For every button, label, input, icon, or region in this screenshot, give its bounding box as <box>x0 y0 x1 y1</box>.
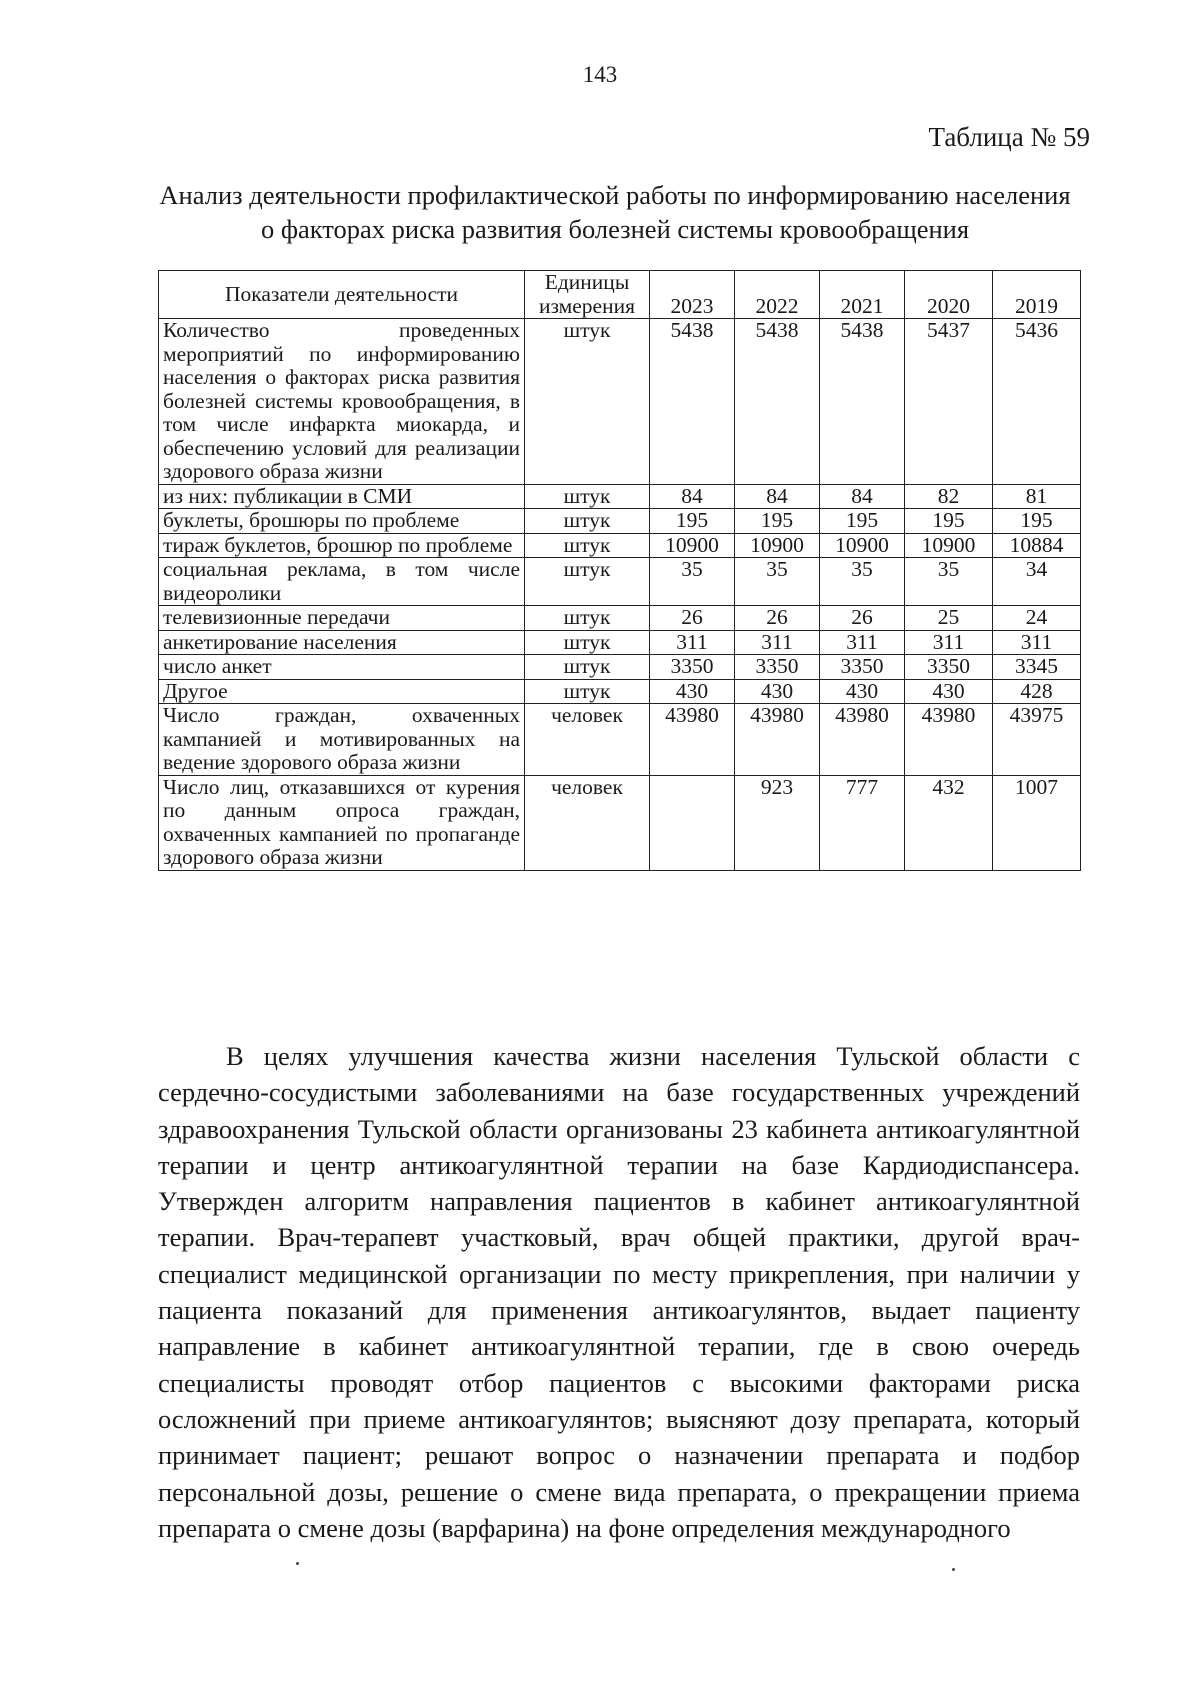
value-cell: 3350 <box>820 655 905 680</box>
value-cell: 311 <box>735 630 820 655</box>
year-header: 2021 <box>820 271 905 319</box>
value-cell: 195 <box>735 509 820 534</box>
year-header: 2019 <box>993 271 1081 319</box>
value-cell: 43980 <box>650 704 735 776</box>
table-row <box>159 606 1081 631</box>
year-header: 2020 <box>905 271 993 319</box>
table-row <box>159 679 1081 704</box>
value-cell: 10900 <box>650 533 735 558</box>
value-cell <box>650 775 735 870</box>
unit-cell: штук <box>525 484 650 509</box>
value-cell: 26 <box>650 606 735 631</box>
value-cell: 5436 <box>993 319 1081 485</box>
value-cell: 5438 <box>735 319 820 485</box>
value-cell: 777 <box>820 775 905 870</box>
value-cell: 26 <box>735 606 820 631</box>
table-label: Таблица № 59 <box>928 122 1090 152</box>
indicator-cell: Другое <box>159 679 525 704</box>
unit-cell: штук <box>525 655 650 680</box>
value-cell: 43975 <box>993 704 1081 776</box>
value-cell: 25 <box>905 606 993 631</box>
value-cell: 3350 <box>735 655 820 680</box>
table-row <box>159 630 1081 655</box>
unit-cell: штук <box>525 606 650 631</box>
unit-cell: штук <box>525 630 650 655</box>
indicator-cell: телевизионные передачи <box>159 606 525 631</box>
value-cell: 43980 <box>820 704 905 776</box>
unit-cell: штук <box>525 558 650 606</box>
value-cell: 34 <box>993 558 1081 606</box>
value-cell: 430 <box>650 679 735 704</box>
indicator-cell: социальная реклама, в том числе видеоролики <box>159 558 525 606</box>
value-cell: 10900 <box>820 533 905 558</box>
value-cell: 10900 <box>905 533 993 558</box>
body-paragraph: В целях улучшения качества жизни населения Тульской области с сердечно-сосудистыми заболеваниями на базе государственных учреждений здравоохранения Тульской области организованы 23 кабинета антикоагулянтной терапии и центр антикоагулянтной терапии на базе Кардиодиспансера. Утвержден алгоритм направления пациентов в кабинет антикоагулянтной терапии. Врач-терапевт участковый, врач общей практики, другой врач-специалист медицинской организации по месту прикрепления, при наличии у пациента показаний для применения антикоагулянтов, выдает пациенту направление в кабинет антикоагулянтной терапии, где в свою очередь специалисты проводят отбор пациентов с высокими факторами риска осложнений при приеме антикоагулянтов; выясняют дозу препарата, который принимает пациент; решают вопрос о назначении препарата и подбор персональной дозы, решение о смене вида препарата, о прекращении приема препарата о смене дозы (варфарина) на фоне определения международного <box>158 1041 1080 1543</box>
value-cell: 3350 <box>650 655 735 680</box>
value-cell: 430 <box>735 679 820 704</box>
value-cell: 10884 <box>993 533 1081 558</box>
data-table <box>158 270 1081 871</box>
unit-cell: человек <box>525 704 650 776</box>
value-cell: 3350 <box>905 655 993 680</box>
value-cell: 10900 <box>735 533 820 558</box>
value-cell: 84 <box>735 484 820 509</box>
value-cell: 5437 <box>905 319 993 485</box>
value-cell: 43980 <box>735 704 820 776</box>
value-cell: 430 <box>820 679 905 704</box>
value-cell: 432 <box>905 775 993 870</box>
unit-cell: штук <box>525 679 650 704</box>
table-body <box>159 319 1081 871</box>
value-cell: 26 <box>820 606 905 631</box>
value-cell: 35 <box>650 558 735 606</box>
table-row <box>159 533 1081 558</box>
unit-cell: штук <box>525 533 650 558</box>
table-row <box>159 558 1081 606</box>
value-cell: 35 <box>735 558 820 606</box>
value-cell: 430 <box>905 679 993 704</box>
unit-cell: штук <box>525 319 650 485</box>
table-row <box>159 704 1081 776</box>
value-cell: 195 <box>993 509 1081 534</box>
value-cell: 82 <box>905 484 993 509</box>
scan-speck <box>952 1568 955 1571</box>
page-number: 143 <box>582 62 618 87</box>
value-cell: 311 <box>650 630 735 655</box>
indicator-cell: из них: публикации в СМИ <box>159 484 525 509</box>
value-cell: 311 <box>905 630 993 655</box>
year-header: 2023 <box>650 271 735 319</box>
indicator-cell: Число граждан, охваченных кампанией и мотивированных на ведение здорового образа жизни <box>159 704 525 776</box>
indicator-cell: анкетирование населения <box>159 630 525 655</box>
indicator-cell: Количество проведенных мероприятий по информированию населения о факторах риска развития болезней системы кровообращения, в том числе инфаркта миокарда, и обеспечению условий для реализации здорового образа жизни <box>159 319 525 485</box>
value-cell: 428 <box>993 679 1081 704</box>
value-cell: 84 <box>820 484 905 509</box>
value-cell: 3345 <box>993 655 1081 680</box>
value-cell: 35 <box>905 558 993 606</box>
value-cell: 5438 <box>820 319 905 485</box>
unit-cell: человек <box>525 775 650 870</box>
indicator-header: Показатели деятельности <box>159 271 525 319</box>
unit-header: Единицы измерения <box>525 271 650 319</box>
value-cell: 195 <box>905 509 993 534</box>
value-cell: 43980 <box>905 704 993 776</box>
table-row <box>159 484 1081 509</box>
value-cell: 195 <box>650 509 735 534</box>
table-title: Анализ деятельности профилактической работы по информированию населения о факторах риска развития болезней системы кровообращения <box>159 180 1071 244</box>
value-cell: 1007 <box>993 775 1081 870</box>
value-cell: 5438 <box>650 319 735 485</box>
value-cell: 923 <box>735 775 820 870</box>
scan-speck <box>296 1562 299 1565</box>
value-cell: 24 <box>993 606 1081 631</box>
indicator-cell: число анкет <box>159 655 525 680</box>
table-row <box>159 319 1081 485</box>
indicator-cell: буклеты, брошюры по проблеме <box>159 509 525 534</box>
indicator-cell: Число лиц, отказавшихся от курения по данным опроса граждан, охваченных кампанией по пропаганде здорового образа жизни <box>159 775 525 870</box>
indicator-cell: тираж буклетов, брошюр по проблеме <box>159 533 525 558</box>
value-cell: 81 <box>993 484 1081 509</box>
table-row <box>159 655 1081 680</box>
table-row <box>159 775 1081 870</box>
table-row <box>159 509 1081 534</box>
value-cell: 84 <box>650 484 735 509</box>
value-cell: 195 <box>820 509 905 534</box>
header-row <box>159 271 1081 319</box>
unit-cell: штук <box>525 509 650 534</box>
value-cell: 311 <box>993 630 1081 655</box>
year-header: 2022 <box>735 271 820 319</box>
value-cell: 35 <box>820 558 905 606</box>
value-cell: 311 <box>820 630 905 655</box>
